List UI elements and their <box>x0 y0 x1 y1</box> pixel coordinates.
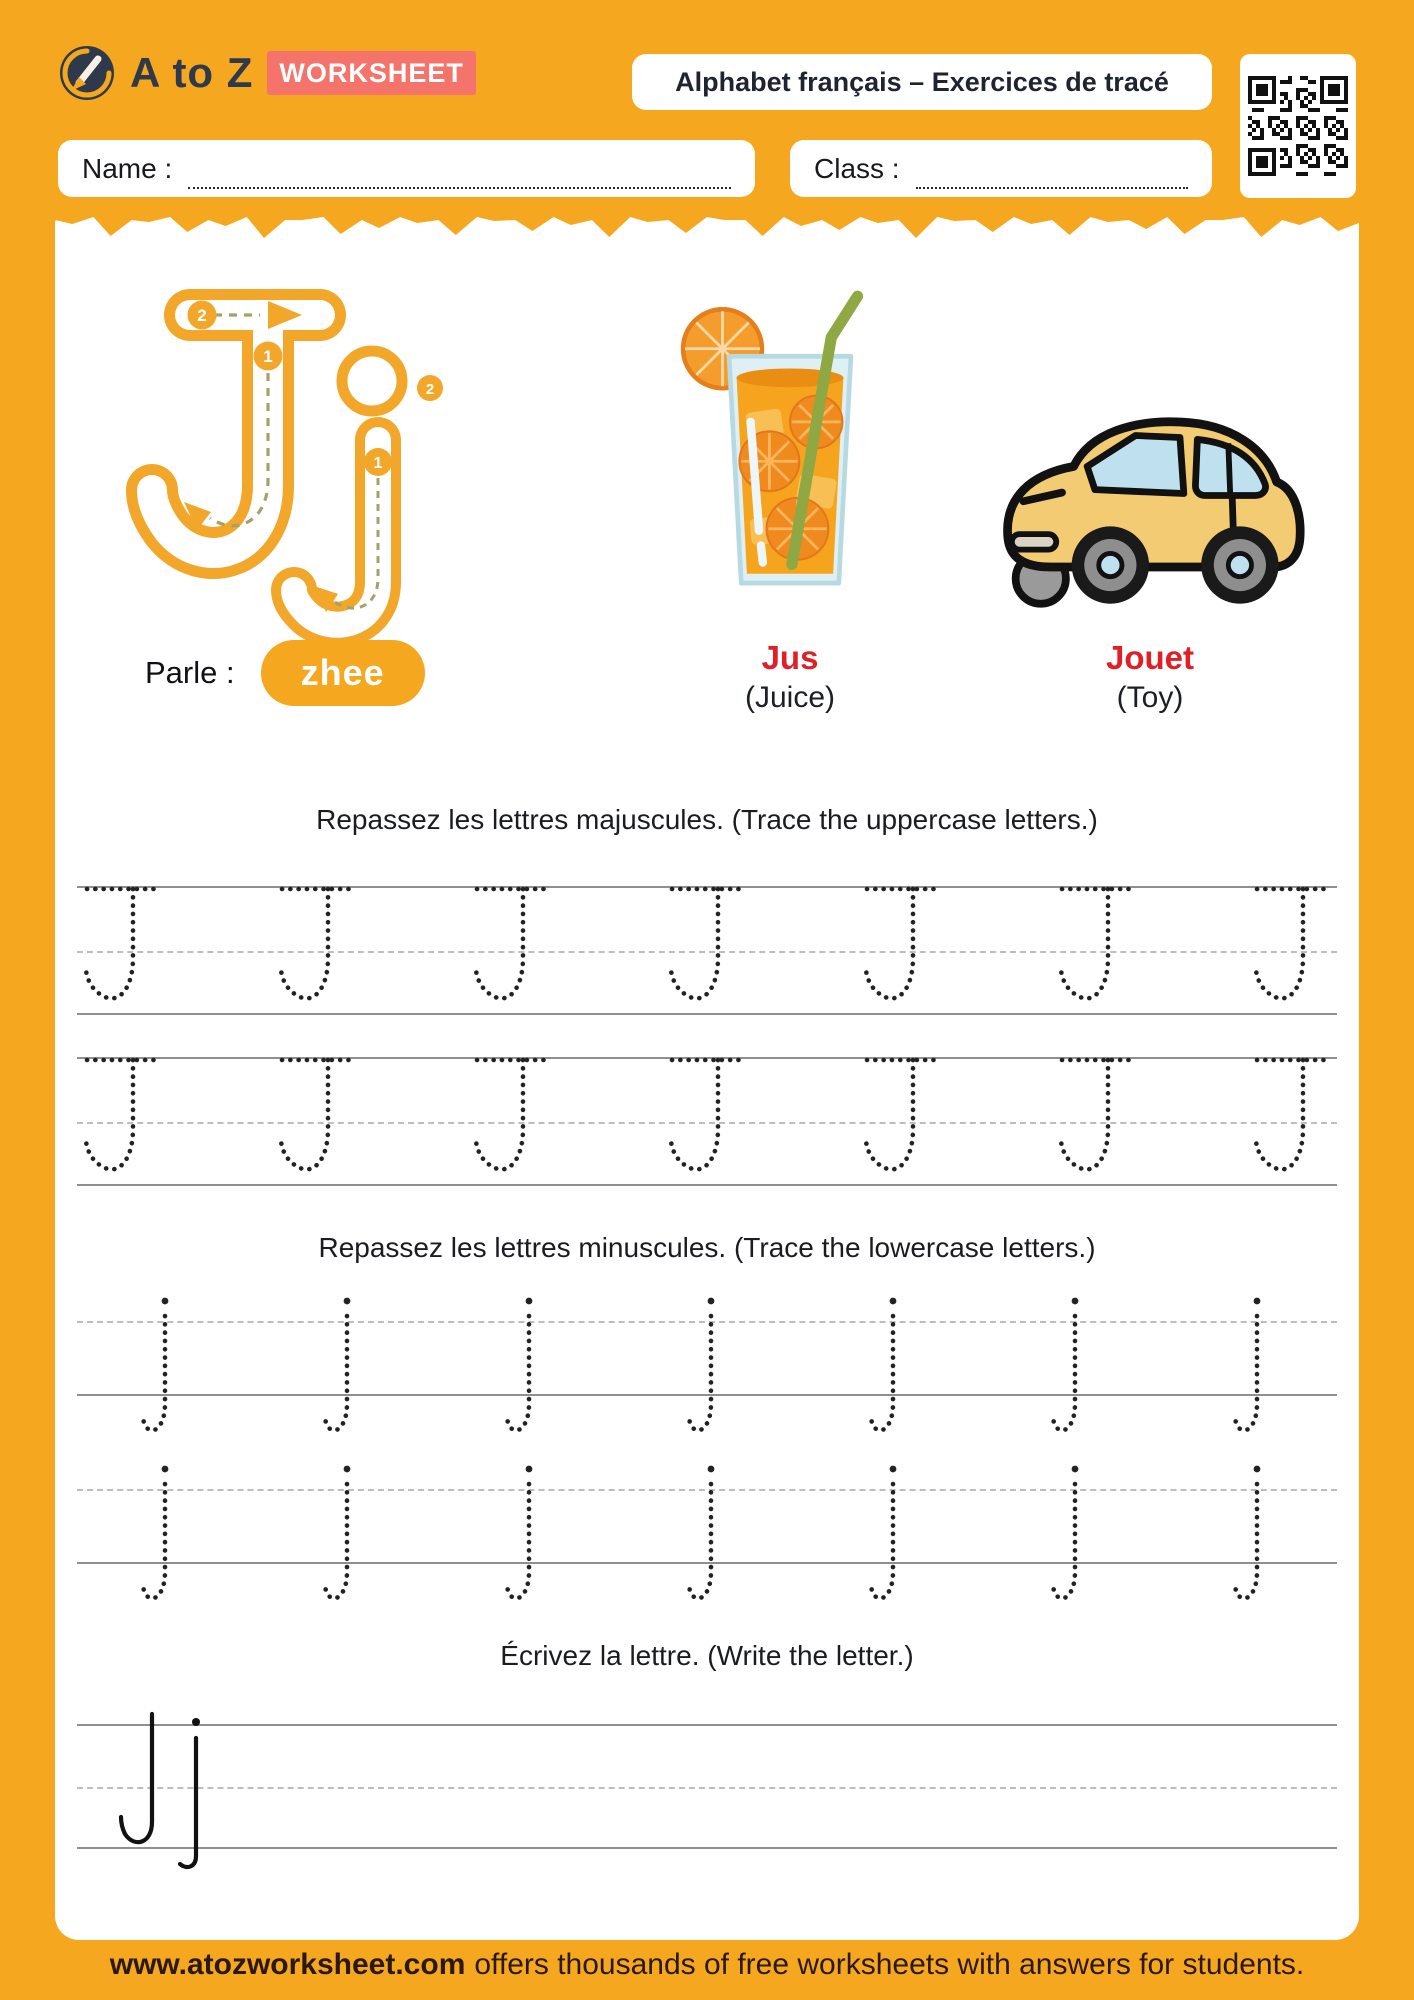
ruled-line-bottom <box>77 1847 1337 1849</box>
stroke-number: 1 <box>373 455 383 472</box>
trace-letter-lowercase[interactable] <box>321 1294 365 1444</box>
trace-letter-uppercase[interactable] <box>857 1057 947 1186</box>
trace-letter-lowercase[interactable] <box>867 1462 911 1612</box>
name-input-line[interactable] <box>188 149 731 189</box>
lowercase-instruction: Repassez les lettres minuscules. (Trace the lowercase letters.) <box>318 1232 1096 1263</box>
front-wheel <box>1072 526 1149 603</box>
footer-text: offers thousands of free worksheets with answers for students. <box>474 1948 1305 1981</box>
name-label: Name : <box>82 152 173 184</box>
uppercase-tracing-rows <box>55 886 1359 1186</box>
brand-text: A to Z <box>130 49 254 96</box>
stroke-number: 2 <box>197 306 207 325</box>
pronunciation-row <box>145 640 425 706</box>
trace-letter-lowercase[interactable] <box>1049 1294 1093 1444</box>
letter-guide-art <box>110 260 500 655</box>
write-letter-row[interactable] <box>77 1724 1337 1849</box>
site-logo <box>58 44 476 102</box>
trace-letter-uppercase[interactable] <box>77 1057 167 1186</box>
tracing-row[interactable] <box>77 1462 1337 1612</box>
trace-letters <box>77 1057 1337 1186</box>
vocab-figure-toy <box>985 275 1315 715</box>
brand-badge: WORKSHEET <box>267 51 476 95</box>
qr-code <box>1240 54 1356 198</box>
tracing-row[interactable] <box>77 1294 1337 1444</box>
trace-letter-lowercase[interactable] <box>1231 1462 1275 1612</box>
trace-letters <box>77 886 1337 1015</box>
trace-letter-uppercase[interactable] <box>77 886 167 1015</box>
lowercase-letter-guide <box>294 351 443 625</box>
trace-letter-lowercase[interactable] <box>321 1462 365 1612</box>
letter-intro-block <box>55 215 1359 800</box>
class-input-line[interactable] <box>916 149 1188 189</box>
bumper <box>1012 534 1056 549</box>
rear-wheel <box>1201 526 1278 603</box>
uppercase-letter-guide <box>152 301 320 553</box>
write-instruction: Écrivez la lettre. (Write the letter.) <box>500 1640 914 1671</box>
trace-letter-uppercase[interactable] <box>1247 1057 1337 1186</box>
qr-code-image <box>1248 76 1348 176</box>
toy-car <box>985 275 1315 625</box>
vocab-word: Jouet <box>1105 639 1194 676</box>
ruled-line-middle <box>77 1787 1337 1789</box>
toy-car-illustration <box>990 393 1310 625</box>
ruled-line-top <box>77 1724 1337 1726</box>
write-example-letters <box>112 1710 242 1872</box>
stroke-number: 1 <box>263 347 273 366</box>
trace-letter-lowercase[interactable] <box>1049 1462 1093 1612</box>
trace-letter-uppercase[interactable] <box>467 1057 557 1186</box>
name-field <box>58 140 755 197</box>
trace-letter-lowercase[interactable] <box>1231 1294 1275 1444</box>
class-label: Class : <box>814 152 900 184</box>
trace-letter-uppercase[interactable] <box>272 886 362 1015</box>
class-field <box>790 140 1212 197</box>
trace-letter-lowercase[interactable] <box>139 1462 183 1612</box>
footer-site-url: www.atozworksheet.com <box>109 1948 466 1981</box>
trace-letter-lowercase[interactable] <box>503 1462 547 1612</box>
trace-letter-lowercase[interactable] <box>867 1294 911 1444</box>
trace-letter-uppercase[interactable] <box>1052 1057 1142 1186</box>
orange-juice-illustration <box>640 275 940 625</box>
vocab-figure-juice <box>625 275 955 715</box>
stroke-number: 2 <box>425 381 435 398</box>
pronunciation-pill: zhee <box>261 640 425 706</box>
vocab-word: Jus <box>761 639 819 676</box>
trace-letters <box>77 1462 1337 1612</box>
lowercase-tracing-rows <box>55 1294 1359 1612</box>
pen-circle-icon <box>58 44 116 102</box>
trace-letters <box>77 1294 1337 1444</box>
vocab-translation: (Juice) <box>744 681 835 714</box>
speak-label: Parle : <box>145 655 235 690</box>
worksheet-title: Alphabet français – Exercices de tracé <box>632 54 1212 110</box>
trace-letter-lowercase[interactable] <box>685 1294 729 1444</box>
trace-letter-uppercase[interactable] <box>857 886 947 1015</box>
trace-letter-uppercase[interactable] <box>1247 886 1337 1015</box>
trace-letter-uppercase[interactable] <box>467 886 557 1015</box>
uppercase-instruction: Repassez les lettres majuscules. (Trace the uppercase letters.) <box>316 804 1098 835</box>
footer <box>0 1948 1414 1982</box>
tracing-row[interactable] <box>77 1057 1337 1186</box>
vocab-translation: (Toy) <box>1116 681 1184 714</box>
trace-letter-uppercase[interactable] <box>1052 886 1142 1015</box>
trace-letter-uppercase[interactable] <box>662 1057 752 1186</box>
trace-letter-lowercase[interactable] <box>685 1462 729 1612</box>
tracing-row[interactable] <box>77 886 1337 1015</box>
orange-juice-glass <box>625 275 955 625</box>
trace-letter-uppercase[interactable] <box>272 1057 362 1186</box>
worksheet-card <box>55 215 1359 1940</box>
trace-letter-uppercase[interactable] <box>662 886 752 1015</box>
trace-letter-lowercase[interactable] <box>139 1294 183 1444</box>
trace-letter-lowercase[interactable] <box>503 1294 547 1444</box>
